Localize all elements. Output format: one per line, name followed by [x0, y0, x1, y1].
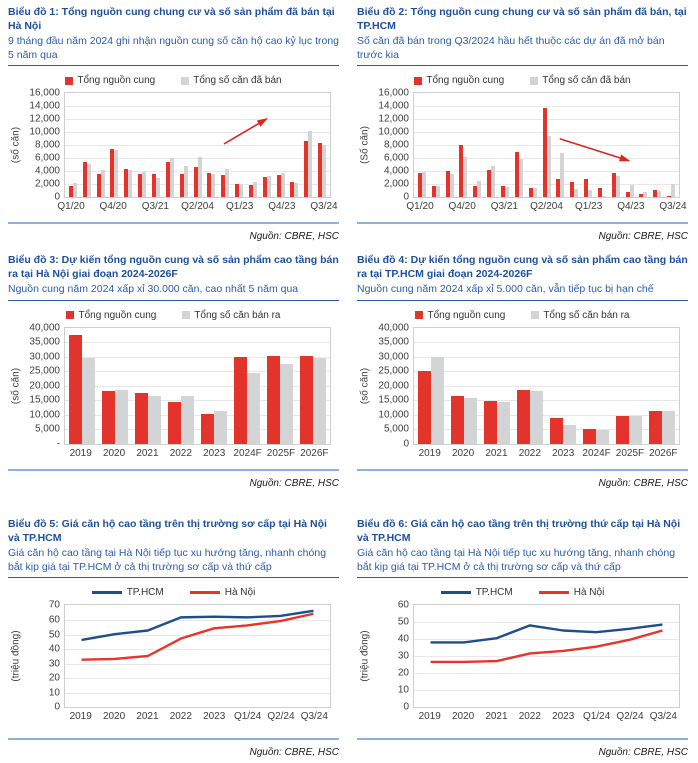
bar-group [547, 328, 580, 444]
chart-panel-1 [0, 0, 349, 248]
y-tick-label: 5,000 [34, 423, 60, 435]
bar-sold [280, 364, 293, 444]
x-tick-label: Q3/24 [310, 201, 338, 213]
legend-label: TP.HCM [126, 587, 164, 599]
legend-item [531, 310, 629, 321]
x-tick-label: 2024F [582, 447, 611, 459]
y-tick-label: 10 [48, 687, 60, 699]
y-tick-label: 8,000 [383, 139, 409, 151]
y-tick-label: 25,000 [29, 365, 60, 377]
chart-title: Biểu đồ 5: Giá căn hộ cao tầng trên thị trường sơ cấp tại Hà Nội và TP.HCM [8, 518, 327, 544]
legend-label: Hà Nội [224, 587, 256, 599]
x-tick-label: 2026F [649, 447, 678, 459]
chart-legend [8, 587, 339, 598]
y-axis-title: (số căn) [10, 127, 22, 164]
legend-label: Tổng số căn bán ra [543, 309, 630, 321]
bar-supply [234, 357, 247, 443]
chart-panel-2 [349, 0, 698, 248]
source-note: Nguồn: CBRE, HSC [598, 747, 688, 758]
legend-item [441, 587, 513, 598]
x-tick-label: 2019 [69, 711, 92, 723]
x-tick-label: Q1/20 [406, 201, 434, 213]
y-tick-label: 0 [403, 701, 409, 713]
source-note: Nguồn: CBRE, HSC [249, 231, 339, 243]
x-tick-label: 2022 [518, 711, 541, 723]
source-note: Nguồn: CBRE, HSC [249, 747, 339, 758]
bar-sold [497, 402, 510, 444]
x-tick-label: 2025F [615, 447, 645, 459]
y-tick-label: 0 [54, 191, 60, 203]
plot-area [10, 87, 331, 203]
y-tick-label: 20,000 [378, 380, 409, 392]
chart-area [10, 87, 338, 214]
x-tick-label: Q2/204 [530, 201, 563, 213]
bar-sold [596, 430, 609, 444]
bar-sold [530, 391, 543, 444]
bar-group [579, 328, 612, 444]
source-note: Nguồn: CBRE, HSC [598, 231, 688, 243]
bar-supply [201, 414, 214, 444]
plot-area [10, 322, 331, 450]
legend-swatch-icon [190, 591, 220, 594]
bar-group [132, 328, 165, 444]
x-tick-label: 2025F [266, 447, 296, 459]
x-tick-label: Q1/20 [57, 201, 85, 213]
legend-swatch-icon [182, 311, 190, 319]
bar-group [99, 328, 132, 444]
source-note: Nguồn: CBRE, HSC [249, 477, 339, 489]
chart-title: Biểu đồ 3: Dự kiến tổng nguồn cung và số sản phẩm cao tầng bán ra tại Hà Nội giai đoạn 2024-2026F [8, 254, 339, 280]
y-tick-label: 4,000 [34, 165, 60, 177]
y-tick-label: 10,000 [378, 409, 409, 421]
y-tick-label: 12,000 [378, 113, 409, 125]
source-footer [357, 222, 688, 247]
y-tick-label: 12,000 [29, 113, 60, 125]
chart-area [10, 322, 331, 461]
legend-item [181, 75, 281, 86]
bar-sold [115, 390, 128, 444]
bar-group [165, 328, 198, 444]
y-axis-title: (số căn) [359, 367, 371, 404]
plot-area [359, 322, 680, 450]
y-tick-label: 20,000 [29, 380, 60, 392]
y-tick-label: 2,000 [34, 178, 60, 190]
bar-group [263, 328, 296, 444]
y-tick-label: 25,000 [378, 365, 409, 377]
x-tick-label: Q4/23 [268, 201, 296, 213]
x-tick-label: Q2/204 [181, 201, 214, 213]
legend-label: Hà Nội [573, 587, 605, 599]
y-tick-label: 50 [397, 616, 409, 628]
plot-area [359, 599, 680, 713]
y-tick-label: 70 [48, 599, 60, 611]
y-tick-label: 20 [397, 667, 409, 679]
y-tick-label: 50 [48, 629, 60, 641]
chart-panel-4 [349, 248, 698, 512]
bar-supply [616, 416, 629, 444]
bar-sold [464, 398, 477, 444]
x-axis-labels [406, 201, 687, 214]
bar-sold [662, 411, 675, 443]
y-tick-label: 5,000 [383, 423, 409, 435]
x-tick-label: 2023 [203, 447, 226, 459]
x-tick-label: Q3/24 [659, 201, 687, 213]
chart-subtitle: 9 tháng đầu năm 2024 ghi nhận nguồn cung số căn hộ cao kỷ lục trong 5 năm qua [8, 35, 339, 67]
bar-group [415, 328, 448, 444]
x-tick-label: 2024F [233, 447, 262, 459]
x-axis-labels [64, 448, 331, 461]
y-tick-label: 16,000 [378, 87, 409, 99]
x-tick-label: 2022 [518, 447, 541, 459]
chart-title: Biểu đồ 4: Dự kiến tổng nguồn cung và số sản phẩm cao tầng bán ra tại TP.HCM giai đoạn 2024-2026F [357, 254, 688, 280]
chart-title: Biểu đồ 6: Giá căn hộ cao tầng trên thị trường thứ cấp tại Hà Nội và TP.HCM [357, 518, 681, 544]
bar-sold [629, 416, 642, 444]
chart-subtitle: Nguồn cung năm 2024 xấp xỉ 5.000 căn, vẫn tiếp tục bị hạn chế [357, 283, 688, 301]
legend-label: TP.HCM [475, 587, 513, 599]
x-tick-label: Q3/21 [490, 201, 518, 213]
y-axis-title: (số căn) [10, 367, 22, 404]
x-tick-label: Q4/20 [448, 201, 476, 213]
y-tick-label: 60 [48, 614, 60, 626]
chart-panel-6 [349, 512, 698, 763]
chart-legend [357, 587, 688, 598]
y-tick-label: 6,000 [34, 152, 60, 164]
source-footer [357, 738, 688, 763]
x-tick-label: Q1/24 [582, 711, 611, 723]
x-tick-label: Q3/21 [141, 201, 169, 213]
y-tick-label: 15,000 [378, 394, 409, 406]
y-tick-label: 30 [397, 650, 409, 662]
legend-swatch-icon [181, 77, 189, 85]
chart-panel-5 [0, 512, 349, 763]
bar-series [415, 328, 678, 444]
legend-label: Tổng nguồn cung [77, 75, 156, 87]
chart-title: Biểu đồ 1: Tổng nguồn cung chung cư và số sản phẩm đã bán tại Hà Nội [8, 6, 335, 32]
x-tick-label: 2021 [485, 447, 508, 459]
bar-supply [300, 356, 313, 444]
bar-series [66, 328, 329, 444]
y-tick-label: - [56, 438, 60, 450]
y-tick-label: 40 [397, 633, 409, 645]
legend-label: Tổng số căn đã bán [193, 75, 282, 87]
y-tick-label: 40 [48, 643, 60, 655]
legend-swatch-icon [441, 591, 471, 594]
line-chart-canvas [65, 605, 330, 707]
legend-item [92, 587, 164, 598]
bar-sold [313, 358, 326, 444]
y-tick-label: 8,000 [34, 139, 60, 151]
line-series-hanoi [82, 614, 314, 660]
y-tick-label: 40,000 [29, 322, 60, 334]
bar-group [66, 328, 99, 444]
x-tick-label: Q3/24 [300, 711, 328, 723]
x-axis-labels [64, 711, 331, 724]
y-tick-label: 60 [397, 599, 409, 611]
y-tick-label: 35,000 [29, 336, 60, 348]
legend-swatch-icon [92, 591, 122, 594]
line-chart-canvas [414, 605, 679, 707]
y-tick-label: 6,000 [383, 152, 409, 164]
legend-swatch-icon [415, 311, 423, 319]
y-tick-label: 2,000 [383, 178, 409, 190]
legend-item [414, 75, 504, 86]
legend-swatch-icon [531, 311, 539, 319]
legend-label: Tổng số căn bán ra [194, 309, 281, 321]
x-tick-label: Q1/23 [226, 201, 254, 213]
bar-group [514, 328, 547, 444]
chart-subtitle: Số căn đã bán trong Q3/2024 hầu hết thuộc các dự án đã mở bán trước kia [357, 35, 688, 67]
x-tick-label: 2019 [418, 447, 441, 459]
trend-arrow-icon [65, 93, 330, 197]
bar-group [230, 328, 263, 444]
chart-area [359, 599, 680, 724]
x-tick-label: Q4/23 [617, 201, 645, 213]
bar-group [645, 328, 678, 444]
x-tick-label: 2021 [485, 711, 508, 723]
legend-swatch-icon [539, 591, 569, 594]
legend-item [65, 75, 155, 86]
y-tick-label: 10,000 [378, 126, 409, 138]
x-tick-label: 2022 [169, 447, 192, 459]
y-axis-title: (triệu đồng) [359, 630, 371, 683]
bar-group [296, 328, 329, 444]
plot-area [359, 87, 680, 203]
chart-legend [357, 75, 688, 86]
bar-supply [69, 335, 82, 444]
x-tick-label: 2023 [552, 447, 575, 459]
bar-supply [649, 411, 662, 443]
chart-legend [8, 310, 339, 321]
chart-area [10, 599, 331, 724]
bar-supply [102, 391, 115, 443]
bar-group [448, 328, 481, 444]
y-tick-label: 0 [54, 701, 60, 713]
chart-title: Biểu đồ 2: Tổng nguồn cung chung cư và số sản phẩm đã bán, tại TP.HCM [357, 6, 687, 32]
legend-item [530, 75, 630, 86]
bar-sold [247, 373, 260, 443]
line-series-hcm [82, 611, 314, 640]
legend-label: Tổng nguồn cung [427, 309, 506, 321]
y-tick-label: 15,000 [29, 394, 60, 406]
source-note: Nguồn: CBRE, HSC [598, 477, 688, 489]
legend-swatch-icon [66, 311, 74, 319]
bar-supply [583, 429, 596, 444]
plot-area [10, 599, 331, 713]
x-tick-label: 2020 [102, 711, 126, 723]
x-tick-label: 2020 [451, 447, 475, 459]
legend-item [415, 310, 505, 321]
trend-arrow-icon [414, 93, 679, 197]
bar-sold [563, 425, 576, 444]
legend-item [182, 310, 280, 321]
legend-swatch-icon [414, 77, 422, 85]
y-tick-label: 40,000 [378, 322, 409, 334]
legend-label: Tổng số căn đã bán [542, 75, 631, 87]
bar-supply [484, 401, 497, 444]
x-axis-labels [413, 448, 680, 461]
x-tick-label: Q1/24 [233, 711, 262, 723]
bar-sold [82, 358, 95, 444]
x-tick-label: Q1/23 [575, 201, 603, 213]
bar-group [198, 328, 231, 444]
y-tick-label: 10,000 [29, 126, 60, 138]
bar-sold [214, 411, 227, 443]
legend-item [539, 587, 605, 598]
y-tick-label: 30,000 [378, 351, 409, 363]
y-tick-label: 30 [48, 658, 60, 670]
x-tick-label: 2019 [418, 711, 441, 723]
bar-supply [418, 371, 431, 444]
bar-supply [517, 390, 530, 444]
bar-sold [148, 396, 161, 444]
x-tick-label: 2022 [169, 711, 192, 723]
line-series-hanoi [431, 631, 663, 662]
chart-legend [8, 75, 339, 86]
bar-sold [181, 396, 194, 444]
y-tick-label: 4,000 [383, 165, 409, 177]
x-axis-labels [57, 201, 338, 214]
legend-label: Tổng nguồn cung [78, 309, 157, 321]
y-tick-label: 10 [397, 684, 409, 696]
y-tick-label: 30,000 [29, 351, 60, 363]
chart-subtitle: Giá căn hộ cao tầng tại Hà Nội tiếp tục xu hướng tăng, nhanh chóng bắt kịp giá tại TP.HCM ở cả thị trường sơ cấp và thứ cấp [8, 547, 339, 579]
x-tick-label: 2023 [203, 711, 226, 723]
x-tick-label: Q2/24 [267, 711, 295, 723]
bar-group [481, 328, 514, 444]
source-footer [8, 222, 339, 247]
bar-supply [135, 393, 148, 443]
x-tick-label: Q4/20 [99, 201, 127, 213]
bar-supply [451, 396, 464, 444]
source-footer [357, 469, 688, 494]
legend-swatch-icon [65, 77, 73, 85]
chart-area [359, 322, 680, 461]
legend-item [66, 310, 156, 321]
chart-subtitle: Nguồn cung năm 2024 xấp xỉ 30.000 căn, cao nhất 5 năm qua [8, 283, 339, 301]
x-tick-label: 2021 [136, 447, 159, 459]
y-tick-label: 16,000 [29, 87, 60, 99]
y-axis-title: (triệu đồng) [10, 630, 22, 683]
bar-supply [267, 356, 280, 444]
legend-swatch-icon [530, 77, 538, 85]
x-tick-label: 2023 [552, 711, 575, 723]
y-tick-label: 0 [403, 438, 409, 450]
y-tick-label: 10,000 [29, 409, 60, 421]
x-tick-label: 2021 [136, 711, 159, 723]
bar-group [612, 328, 645, 444]
y-tick-label: 14,000 [29, 100, 60, 112]
bar-sold [431, 357, 444, 443]
y-tick-label: 14,000 [378, 100, 409, 112]
x-tick-label: 2020 [451, 711, 475, 723]
bar-supply [550, 418, 563, 444]
bar-supply [168, 402, 181, 444]
y-tick-label: 35,000 [378, 336, 409, 348]
y-tick-label: 20 [48, 672, 60, 684]
x-axis-labels [413, 711, 680, 724]
legend-label: Tổng nguồn cung [426, 75, 505, 87]
y-tick-label: 0 [403, 191, 409, 203]
source-footer [8, 738, 339, 763]
y-axis-title: (Số căn) [359, 126, 371, 165]
x-tick-label: 2020 [102, 447, 126, 459]
x-tick-label: 2026F [300, 447, 329, 459]
legend-item [190, 587, 256, 598]
chart-area [359, 87, 687, 214]
x-tick-label: Q3/24 [649, 711, 677, 723]
chart-legend [357, 310, 688, 321]
x-tick-label: Q2/24 [616, 711, 644, 723]
chart-panel-3 [0, 248, 349, 512]
chart-subtitle: Giá căn hộ cao tầng tại Hà Nội tiếp tục xu hướng tăng, nhanh chóng bắt kịp giá tại TP.HCM ở cả thị trường sơ cấp và thứ cấp [357, 547, 688, 579]
x-tick-label: 2019 [69, 447, 92, 459]
source-footer [8, 469, 339, 494]
